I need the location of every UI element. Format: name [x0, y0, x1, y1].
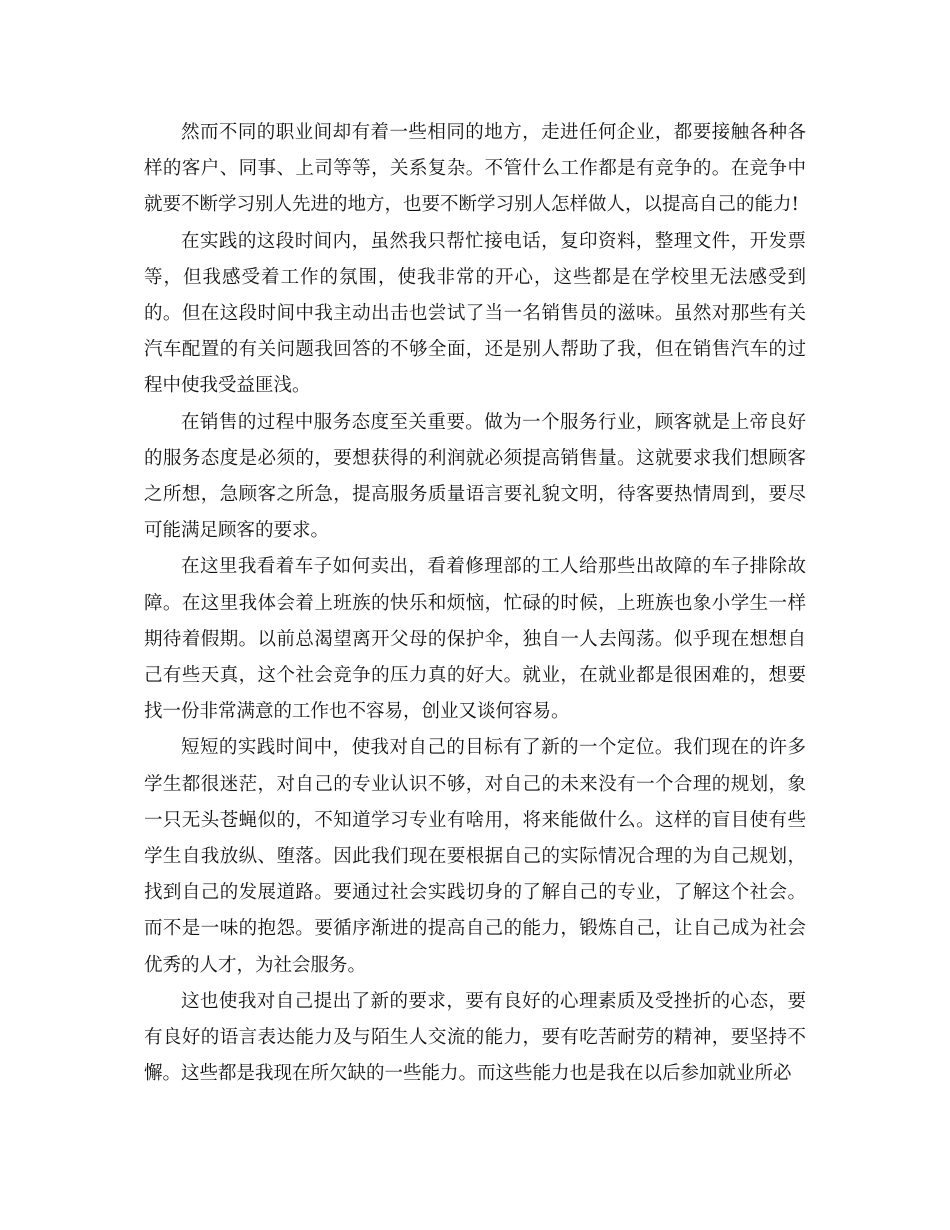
paragraph-1: 然而不同的职业间却有着一些相同的地方，走进任何企业，都要接触各种各样的客户、同事、上司等等，关系复杂。不管什么工作都是有竞争的。在竞争中就要不断学习别人先进的地方，也要不断学习别人怎样做人，以提高自己的能力!	[144, 122, 806, 216]
paragraph-2: 在实践的这段时间内，虽然我只帮忙接电话，复印资料，整理文件，开发票等，但我感受着工作的氛围，使我非常的开心，这些都是在学校里无法感受到的。但在这段时间中我主动出击也尝试了当一名销售员的滋味。虽然对那些有关汽车配置的有关问题我回答的不够全面，还是别人帮助了我，但在销售汽车的过程中使我受益匪浅。	[144, 230, 806, 397]
paragraph-4: 在这里我看着车子如何卖出，看着修理部的工人给那些出故障的车子排除故障。在这里我体会着上班族的快乐和烦恼，忙碌的时候，上班族也象小学生一样期待着假期。以前总渴望离开父母的保护伞，独自一人去闯荡。似乎现在想想自己有些天真，这个社会竞争的压力真的好大。就业，在就业都是很困难的，想要找一份非常满意的工作也不容易，创业又谈何容易。	[144, 556, 806, 723]
paragraph-6: 这也使我对自己提出了新的要求，要有良好的心理素质及受挫折的心态，要有良好的语言表达能力及与陌生人交流的能力，要有吃苦耐劳的精神，要坚持不懈。这些都是我现在所欠缺的一些能力。而这些能力也是我在以后参加就业所必	[144, 990, 806, 1085]
paragraph-3: 在销售的过程中服务态度至关重要。做为一个服务行业，顾客就是上帝良好的服务态度是必须的，要想获得的利润就必须提高销售量。这就要求我们想顾客之所想，急顾客之所急，提高服务质量语言要礼貌文明，待客要热情周到，要尽可能满足顾客的要求。	[144, 411, 806, 542]
document-body	[144, 115, 806, 1092]
paragraph-5: 短短的实践时间中，使我对自己的目标有了新的一个定位。我们现在的许多学生都很迷茫，对自己的专业认识不够，对自己的未来没有一个合理的规划，象一只无头苍蝇似的，不知道学习专业有啥用，将来能做什么。这样的盲目使有些学生自我放纵、堕落。因此我们现在要根据自己的实际情况合理的为自己规划，找到自己的发展道路。要通过社会实践切身的了解自己的专业，了解这个社会。而不是一味的抱怨。要循序渐进的提高自己的能力，锻炼自己，让自己成为社会优秀的人才，为社会服务。	[144, 737, 806, 976]
